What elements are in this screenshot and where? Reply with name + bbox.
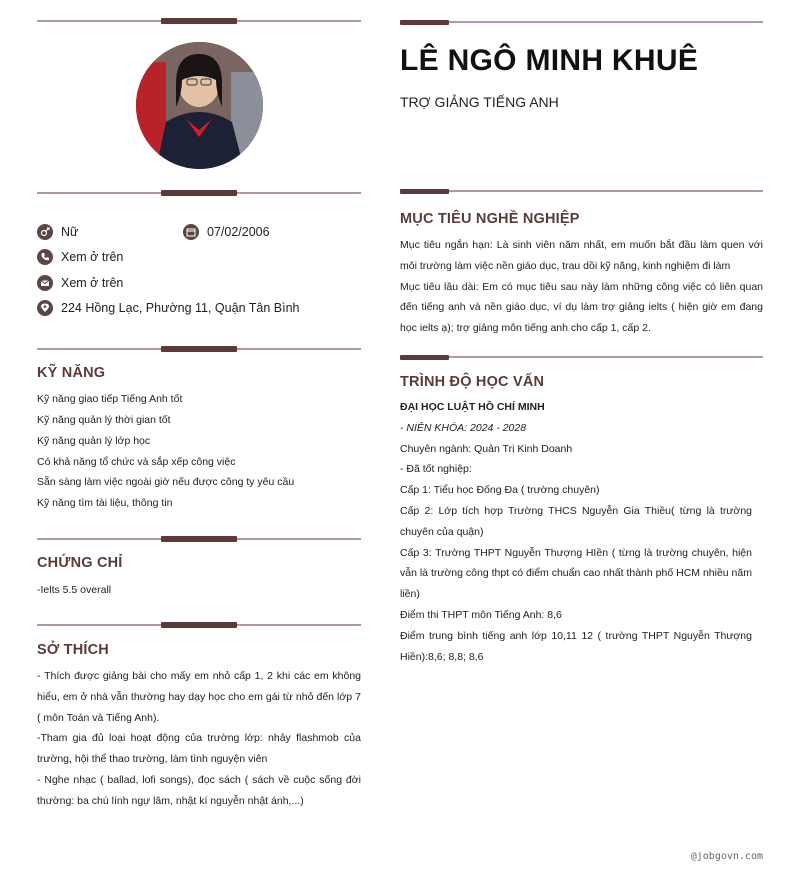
gender-row bbox=[37, 222, 78, 242]
certificates-title: CHỨNG CHỈ bbox=[37, 555, 123, 571]
education-score-avg: Điểm trung bình tiếng anh lớp 10,11 12 ( trường THPT Nguyễn Thượng Hiền):8,6; 8,8; 8,6 bbox=[400, 629, 752, 663]
avatar bbox=[136, 42, 263, 169]
gender-text: Nữ bbox=[61, 225, 79, 239]
skill-item: Kỹ năng tìm tài liệu, thông tin bbox=[37, 497, 173, 509]
education-major: Chuyên ngành: Quản Trị Kinh Doanh bbox=[400, 442, 573, 455]
divider bbox=[37, 346, 361, 352]
divider bbox=[37, 622, 361, 628]
objective-long: Mục tiêu lâu dài: Em có mục tiêu sau này làm những công việc có liên quan đến tiếng anh và nền giáo dục, ví dụ làm trợ giảng ielts ( hiện giờ em đang học ielts ạ); trợ giảng môn tiếng anh cho cấp 1, cấp 2. bbox=[400, 280, 763, 335]
avatar-photo bbox=[136, 42, 263, 169]
dob-row bbox=[183, 222, 270, 242]
hobby-item: - Thích được giảng bài cho mấy em nhỏ cấp 1, 2 khi các em không hiểu, em ở nhà vẫn thường hay dạy học cho em gái từ nhỏ đến lớp 7 ( môn Toán và Tiếng Anh). bbox=[37, 670, 361, 724]
school-years: - NIÊN KHÓA: 2024 - 2028 bbox=[400, 421, 527, 434]
divider bbox=[400, 189, 763, 194]
hobby-item: - Nghe nhạc ( ballad, lofi songs), đọc sách ( sách về cuộc sống đời thường: ba chú lính ngự lâm, nhật kí nguyễn nhật ánh,...) bbox=[37, 773, 361, 807]
objective-title: MỤC TIÊU NGHỀ NGHIỆP bbox=[400, 211, 580, 227]
divider bbox=[400, 20, 763, 25]
education-score-exam: Điểm thi THPT môn Tiếng Anh: 8,6 bbox=[400, 608, 562, 621]
skill-item: Kỹ năng quản lý thời gian tốt bbox=[37, 414, 171, 426]
education-graduated: - Đã tốt nghiệp: bbox=[400, 463, 472, 476]
hobby-item: -Tham gia đủ loại hoạt động của trường lớp: nhảy flashmob của trường, hội thể thao trường, làm tình nguyện viên bbox=[37, 732, 361, 766]
calendar-icon bbox=[183, 224, 199, 240]
full-name: LÊ NGÔ MINH KHUÊ bbox=[400, 44, 699, 77]
watermark: @jobgovn.com bbox=[690, 851, 763, 862]
job-title: TRỢ GIẢNG TIẾNG ANH bbox=[400, 94, 559, 110]
email-row bbox=[37, 273, 123, 293]
phone-row bbox=[37, 247, 123, 267]
divider bbox=[37, 190, 361, 196]
skills-title: KỸ NĂNG bbox=[37, 365, 106, 381]
location-pin-icon bbox=[37, 300, 53, 316]
skill-item: Sẵn sàng làm việc ngoài giờ nếu được công ty yêu cầu bbox=[37, 476, 295, 488]
hobbies-list bbox=[37, 666, 361, 812]
education-level3: Cấp 3: Trường THPT Nguyễn Thượng HIền ( từng là trường chuyên, hiện vẫn là trường công thpt có điểm chuẩn cao nhất thành phố HCM nhiều năm liền) bbox=[400, 546, 752, 601]
education-details bbox=[400, 397, 752, 667]
education-title: TRÌNH ĐỘ HỌC VẤN bbox=[400, 374, 545, 390]
education-level1: Cấp 1: Tiểu học Đống Đa ( trường chuyên) bbox=[400, 484, 600, 497]
hobbies-title: SỞ THÍCH bbox=[37, 642, 109, 658]
email-text: Xem ở trên bbox=[61, 276, 124, 290]
divider bbox=[37, 536, 361, 542]
skill-item: Có khả năng tổ chức và sắp xếp công việc bbox=[37, 456, 236, 468]
objective-text bbox=[400, 235, 763, 339]
divider bbox=[37, 18, 361, 24]
skill-item: Kỹ năng quản lý lớp học bbox=[37, 435, 151, 447]
school-name: ĐẠI HỌC LUẬT HỒ CHÍ MINH bbox=[400, 401, 545, 413]
gender-icon bbox=[37, 224, 53, 240]
phone-icon bbox=[37, 249, 53, 265]
certificate-item: -Ielts 5.5 overall bbox=[37, 584, 112, 596]
address-row bbox=[37, 298, 300, 318]
objective-short: Mục tiêu ngắn hạn: Là sinh viên năm nhất, em muốn bắt đầu làm quen với môi trường làm việc nền giáo dục, trau dồi kỹ năng, kinh nghiệm đi làm bbox=[400, 239, 763, 272]
phone-text: Xem ở trên bbox=[61, 250, 124, 264]
divider bbox=[400, 355, 763, 360]
education-level2: Cấp 2: Lớp tích hợp Trường THCS Nguyễn Gia Thiều( từng là trường chuyên của quận) bbox=[400, 504, 752, 538]
address-text: 224 Hồng Lạc, Phường 11, Quận Tân Bình bbox=[61, 301, 300, 315]
dob-text: 07/02/2006 bbox=[207, 225, 270, 239]
email-icon bbox=[37, 275, 53, 291]
skill-item: Kỹ năng giao tiếp Tiếng Anh tốt bbox=[37, 393, 183, 405]
